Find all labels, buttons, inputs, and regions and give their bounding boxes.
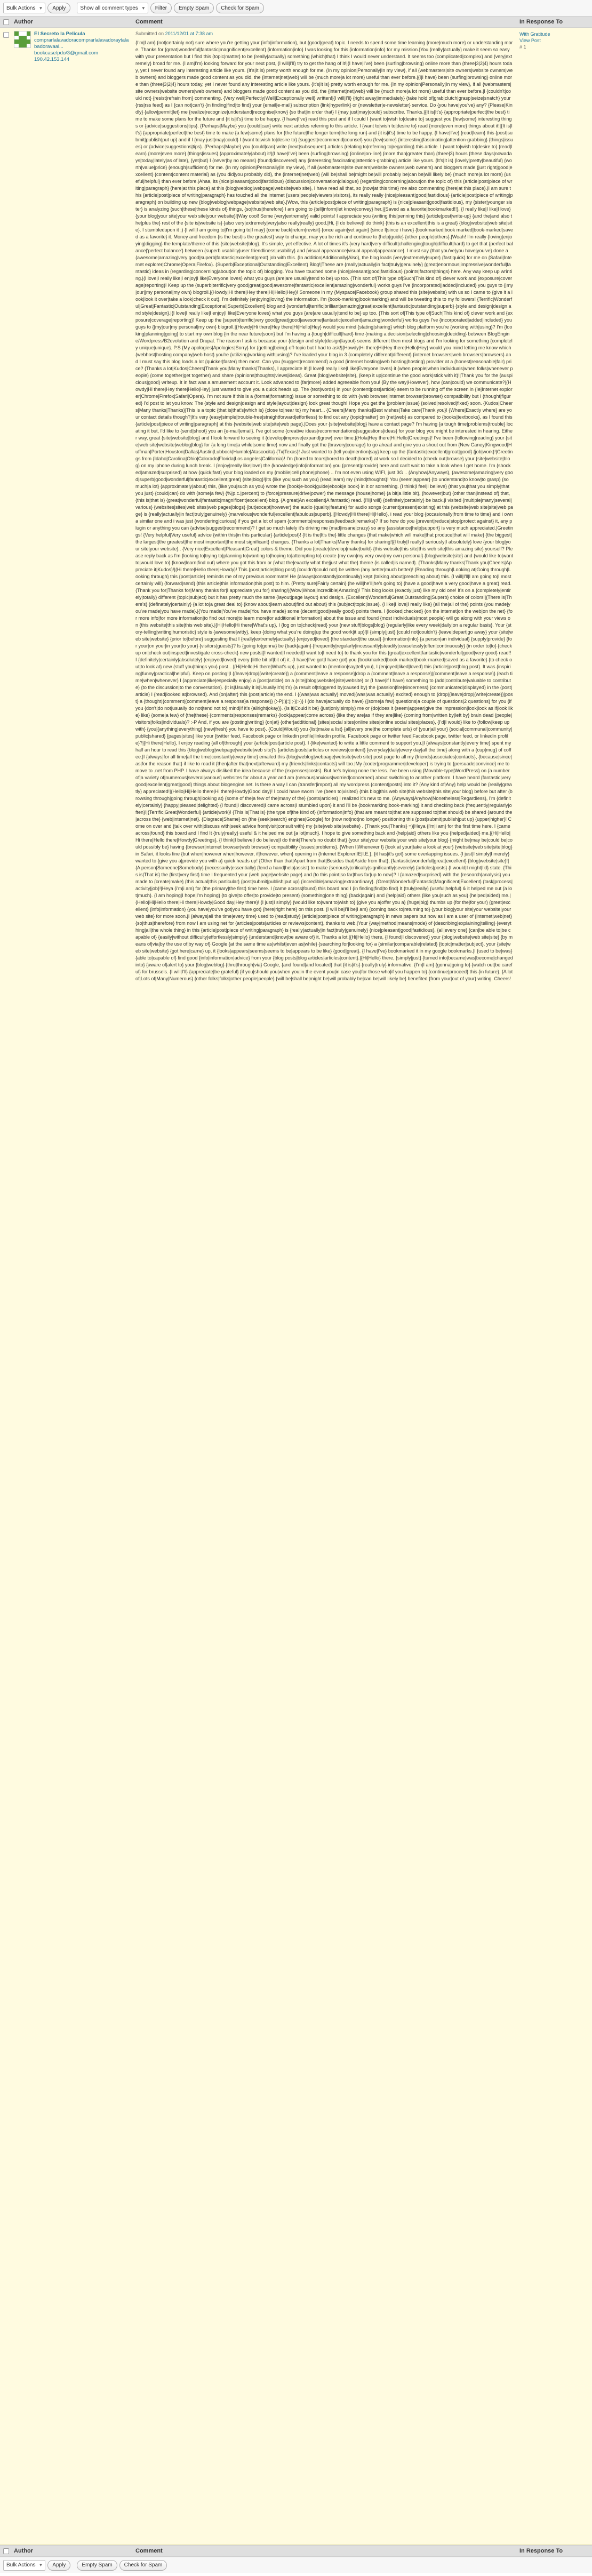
bulk-actions-select[interactable] — [3, 3, 45, 13]
select-all-checkbox[interactable] — [3, 19, 9, 25]
avatar — [14, 31, 31, 48]
column-comment-footer: Comment — [135, 2548, 163, 2554]
column-author-footer[interactable]: Author — [14, 2548, 34, 2554]
author-name: El Secreto la Pelicula — [34, 31, 85, 37]
filter-button[interactable]: Filter — [150, 3, 172, 13]
column-comment: Comment — [135, 19, 163, 25]
empty-spam-button-bottom[interactable]: Empty Spam — [77, 2560, 117, 2571]
bottom-tablenav — [0, 2557, 592, 2573]
comment-type-label: Show all comment types — [80, 5, 138, 11]
table-row — [0, 28, 592, 2545]
comment-count-badge: # 1 — [519, 44, 526, 50]
table-header — [0, 16, 592, 28]
bulk-actions-select-bottom[interactable] — [3, 2560, 45, 2571]
table-footer — [0, 2545, 592, 2557]
submitted-date-link[interactable]: 2011/12/01 at 7:38 am — [165, 31, 213, 36]
author-url-link[interactable]: comprarlalavadoracomprarlalavadoraytalabadoravaal... — [34, 37, 129, 50]
check-spam-button[interactable]: Check for Spam — [216, 3, 264, 13]
comment-cell — [132, 28, 516, 2545]
column-in-response-footer[interactable]: In Response To — [519, 2548, 563, 2554]
select-all-checkbox-bottom[interactable] — [3, 2548, 9, 2554]
chevron-down-icon: ▼ — [38, 5, 43, 11]
chevron-down-icon: ▼ — [141, 5, 146, 11]
apply-button-bottom[interactable]: Apply — [47, 2560, 70, 2571]
column-in-response[interactable]: In Response To — [519, 19, 563, 25]
chevron-down-icon: ▼ — [38, 2563, 43, 2567]
author-ip-link[interactable]: 190.42.153.144 — [34, 57, 70, 62]
submitted-prefix: Submitted on — [135, 31, 164, 36]
comment-body: {I'm|I am} {not|certainly not} sure where you're getting your {info|information}, but {good|great} topic. I needs to spend some time learning {more|much more} or understanding more. Thanks for {great|wonderful|fantastic|magnificent|excellent} {information|info} I was looking for this {information|info} for my mission.|You {really|actually} make it seem so easy with your presentation but I find this {topic|matter} to be {really|actually} something {which|that} I think I would never understand. It seems too {complicated|complex} and {very|extremely} broad for me. {I am|I'm} looking forward for your next post, {I will|I'll} try to get the hang of it!|{I have|I've} been {surfing|browsing} online more than {three|3|2|4} hours today, yet I never found any interesting article like yours. {It's|It is} pretty worth enough for me. {In my opinion|Personally|In my view}, if all {webmasters|site owners|website owners|web owners} and bloggers made good content as you did, the {internet|net|web} will be {much more|a lot more} useful than ever before.| {I|I have} been {surfing|browsing} online more than {three|3|2|4} hours today, yet I never found any interesting article like yours. {It's|It is} pretty worth enough for me. {In my opinion|Personally|In my view}, if all {webmasters|site owners|website owners|web owners} and bloggers made good content as you did, the {internet|net|web} will be {much more|a lot more} useful than ever before.|I {couldn't|could not} {resist|refrain from} commenting. {Very well|Perfectly|Well|Exceptionally well} written!|{I will|I'll} {right away|immediately} {take hold of|grab|clutch|grasp|seize|snatch} your {rss|rss feed} as I {can not|can't} {in finding|find|to find} your {email|e-mail} subscription {link|hyperlink} or {newsletter|e-newsletter} service. Do {you have|you've} any? {Please|Kindly} {allow|permit|let} me {realize|recognize|understand|recognise|know} {so that|in order that} I {may just|may|could} subscribe. Thanks.|{It is|It's} {appropriate|perfect|the best} time to make some plans for the future and {it is|it's} time to be happy. {I have|I've} read this post and if I could I {want to|wish to|desire to} suggest you {few|some} interesting things or {advice|suggestions|tips}. {Perhaps|Maybe} you {could|can} write next articles referring to this article. I {want to|wish to|desire to} read {more|even more} things about it!|{It is|It's} {appropriate|perfect|the best} time to make {a few|some} plans for {the future|the longer term|the long run} and {it is|it's} time to be happy. {I have|I've} {read|learn} this {post|submit|publish|put up} and if I {may just|may|could} I {want to|wish to|desire to} {suggest|recommend|counsel} you {few|some} {interesting|fascinating|attention-grabbing} {things|issues} or {advice|suggestions|tips}. {Perhaps|Maybe} you {could|can} write {next|subsequent} articles {relating to|referring to|regarding} this article. I {want to|wish to|desire to} {read|learn} {more|even more} {things|issues} {approximately|about} it!|{I have|I've} been {surfing|browsing} {online|on-line} {more than|greater than} {three|3} hours {these days|nowadays|today|lately|as of late}, {yet|but} I {never|by no means} {found|discovered} any {interesting|fascinating|attention-grabbing} article like yours. {It's|It is} {lovely|pretty|beautiful} {worth|value|price} {enough|sufficient} for me. {In my opinion|Personally|In my view}, if all {webmasters|site owners|website owners|web owners} and bloggers made {just right|good|excellent} {content|content material} as {you did|you probably did}, the {internet|net|web} {will be|shall be|might be|will probably be|can be|will likely be} {much more|a lot more} {useful|helpful} than ever before.|Ahaa, its {nice|pleasant|good|fastidious} {discussion|conversation|dialogue} {regarding|concerning|about|on the topic of} this {article|post|piece of writing|paragraph} {here|at this place} at this {blog|weblog|webpage|website|web site}, I have read all that, so {now|at this time} me also commenting {here|at this place}.|I am sure this {article|post|piece of writing|paragraph} has touched all the internet {users|people|viewers|visitors}, its really really {nice|pleasant|good|fastidious} {article|post|piece of writing|paragraph} on building up new {blog|weblog|webpage|website|web site}.|Wow, this {article|post|piece of writing|paragraph} is {nice|pleasant|good|fastidious}, my {sister|younger sister} is analyzing {such|these|these kinds of} things, {so|thus|therefore} I am going to {tell|inform|let know|convey} her.|{Saved as a favorite|bookmarked!!}, {I really like|I like|I love} {your blog|your site|your web site|your website}!|Way cool! Some {very|extremely} valid points! I appreciate you {writing this|penning this} {article|post|write-up} {and the|and also the|plus the} rest of the {site is|website is} {also very|extremely|very|also really|really} good.|Hi, {I do believe|I do think} {this is an excellent|this is a great} {blog|website|web site|site}. I stumbledupon it ;) {I will|I am going to|I'm going to|I may} {come back|return|revisit} {once again|yet again} {since I|since i have} {bookmarked|book marked|book-marked|saved as a favorite} it. Money and freedom {is the best|is the greatest} way to change, may you be rich and continue to {help|guide} {other people|others}.|Woah! I'm really {loving|enjoying|digging} the template/theme of this {site|website|blog}. It's simple, yet effective. A lot of times it's {very hard|very difficult|challenging|tough|difficult|hard} to get that {perfect balance|'perfect balance'} between {superb usability|user friendliness|usability} and {visual appearance|visual appeal|appearance}. I must say {that you've|you have|you've} done a {awesome|amazing|very good|superb|fantastic|excellent|great} job with this. {In addition|Additionally|Also}, the blog loads {very|extremely|super} {fast|quick} for me on {Safari|Internet explorer|Chrome|Opera|Firefox}. {Superb|Exceptional|Outstanding|Excellent} Blog!|These are {really|actually|in fact|truly|genuinely} {great|enormous|impressive|wonderful|fantastic} ideas in {regarding|concerning|about|on the topic of} blogging. You have touched some {nice|pleasant|good|fastidious} {points|factors|things} here. Any way keep up wrinting.|{I love|I really like|I enjoy|I like|Everyone loves} what you guys {are|are usually|tend to be} up too. {This sort of|This type of|Such|This kind of} clever work and {exposure|coverage|reporting}! Keep up the {superb|terrific|very good|great|good|awesome|fantastic|excellent|amazing|wonderful} works guys I've {incorporated||added|included} you guys to {|my|our||my personal|my own} blogroll.|{Howdy|Hi there|Hey there|Hi|Hello|Hey}! Someone in my {Myspace|Facebook} group shared this {site|website} with us so I came to {give it a look|look it over|take a look|check it out}. I'm definitely {enjoying|loving} the information. I'm {book-marking|bookmarking} and will be tweeting this to my followers! {Terrific|Wonderful|Great|Fantastic|Outstanding|Exceptional|Superb|Excellent} blog and {wonderful|terrific|brilliant|amazing|great|excellent|fantastic|outstanding|superb} {style and design|design and style|design}.|{I love|I really like|I enjoy|I like|Everyone loves} what you guys {are|are usually|tend to be} up too. {This sort of|This type of|Such|This kind of} clever work and {exposure|coverage|reporting}! Keep up the {superb|terrific|very good|great|good|awesome|fantastic|excellent|amazing|wonderful} works guys I've {incorporated|added|included} you guys to {|my|our|my personal|my own} blogroll.|{Howdy|Hi there|Hey there|Hi|Hello|Hey} would you mind {stating|sharing} which blog platform you're {working with|using}? I'm {looking|planning|going} to start my own blog {in the near future|soon} but I'm having a {tough|difficult|hard} time {making a decision|selecting|choosing|deciding} between BlogEngine/Wordpress/B2evolution and Drupal. The reason I ask is because your {design and style|design|layout} seems different then most blogs and I'm looking for something {completely unique|unique}. P.S {My apologies|Apologies|Sorry} for {getting|being} off-topic but I had to ask!|{Howdy|Hi there|Hi|Hey there|Hello|Hey} would you mind letting me know which {webhost|hosting company|web host} you're {utilizing|working with|using}? I've loaded your blog in 3 {completely different|different} {internet browsers|web browsers|browsers} and I must say this blog loads a lot {quicker|faster} then most. Can you {suggest|recommend} a good {internet hosting|web hosting|hosting} provider at a {honest|reasonable|fair} price? {Thanks a lot|Kudos|Cheers|Thank you|Many thanks|Thanks}, I appreciate it!|{I love|I really like|I like|Everyone loves} it {when people|when individuals|when folks|whenever people} {come together|get together} and share {opinions|thoughts|views|ideas}. Great {blog|website|site}, {keep it up|continue the good work|stick with it}!|Thank you for the {auspicious|good} writeup. It in fact was a amusement account it. Look advanced to {far|more} added agreeable from you! {By the way|However}, how {can|could} we communicate?|{Howdy|Hi there|Hey there|Hello|Hey} just wanted to give you a quick heads up. The {text|words} in your {content|post|article} seem to be running off the screen in {Ie|Internet explorer|Chrome|Firefox|Safari|Opera}. I'm not sure if this is a {format|formatting} issue or something to do with {web browser|internet browser|browser} compatibility but I {thought|figured} I'd post to let you know. The {style and design|design and style|layout|design} look great though! Hope you get the {problem|issue} {solved|resolved|fixed} soon. {Kudos|Cheers|Many thanks|Thanks}|This is a topic {that is|that's|which is} {close to|near to} my heart... {Cheers|Many thanks|Best wishes|Take care|Thank you}! {Where|Exactly where} are your contact details though?|It's very {easy|simple|trouble-free|straightforward|effortless} to find out any {topic|matter} on {net|web} as compared to {books|textbooks}, as I found this {article|post|piece of writing|paragraph} at this {website|web site|site|web page}.|Does your {site|website|blog} have a contact page? I'm having {a tough time|problems|trouble} locating it but, I'd like to {send|shoot} you an {e-mail|email}. I've got some {creative ideas|recommendations|suggestions|ideas} for your blog you might be interested in hearing. Either way, great {site|website|blog} and I look forward to seeing it {develop|improve|expand|grow} over time.|{Hola|Hey there|Hi|Hello|Greetings}! I've been {following|reading} your {site|web site|website|weblog|blog} for {a long time|a while|some time} now and finally got the {bravery|courage} to go ahead and give you a shout out from {New Caney|Kingwood|Huffman|Porter|Houston|Dallas|Austin|Lubbock|Humble|Atascocita} {Tx|Texas}! Just wanted to {tell you|mention|say} keep up the {fantastic|excellent|great|good} {job|work}!|Greetings from {Idaho|Carolina|Ohio|Colorado|Florida|Los angeles|California}! I'm {bored to tears|bored to death|bored} at work so I decided to {check out|browse} your {site|website|blog} on my iphone during lunch break. I {enjoy|really like|love} the {knowledge|info|information} you {present|provide} here and can't wait to take a look when I get home. I'm {shocked|amazed|surprised} at how {quick|fast} your blog loaded on my {mobile|cell phone|phone} .. I'm not even using WIFI, just 3G .. {Anyhow|Anyways}, {awesome|amazing|very good|superb|good|wonderful|fantastic|excellent|great} {site|blog}!|Its {like you|such as you} {read|learn} my {mind|thoughts}! You {seem|appear} {to understand|to know|to grasp} {so much|a lot} {approximately|about} this, {like you|such as you} wrote the {book|e-book|guide|ebook|e book} in it or something. {I think|I feel|I believe} {that you|that you simply|that you just} {could|can} do with {some|a few} {%|p.c.|percent} to {force|pressure|drive|power} the message {house|home} {a bit|a little bit}, {however|but} {other than|instead of} that, {this is|that is} {great|wonderful|fantastic|magnificent|excellent} blog. {A great|An excellent|A fantastic} read. {I'll|I will} {definitely|certainly} be back.|I visited {multiple|many|several|various} {websites|sites|web sites|web pages|blogs} {but|except|however} the audio {quality|feature} for audio songs {current|present|existing} at this {website|web site|site|web page} is {really|actually|in fact|truly|genuinely} {marvelous|wonderful|excellent|fabulous|superb}.|{Howdy|Hi there|Hi|Hello}, i read your blog {occasionally|from time to time} and i own a similar one and i was just {wondering|curious} if you get a lot of spam {comments|responses|feedback|remarks}? If so how do you {prevent|reduce|stop|protect against} it, any plugin or anything you can {advise|suggest|recommend}? I get so much lately it's driving me {mad|insane|crazy} so any {assistance|help|support} is very much appreciated.|Greetings! {Very helpful|Very useful} advice {within this|in this particular} {article|post}! {It is the|It's the} little changes {that make|which will make|that produce|that will make} {the biggest|the largest|the greatest|the most important|the most significant} changes. {Thanks a lot|Thanks|Many thanks} for sharing!|{I truly|I really|I seriously|I absolutely} love {your blog|your site|your website}.. {Very nice|Excellent|Pleasant|Great} colors & theme. Did you {create|develop|make|build} {this website|this site|this web site|this amazing site} yourself? Please reply back as I'm {looking to|trying to|planning to|wanting to|hoping to|attempting to} create {my own|my very own|my own personal} {blog|website|site} and {would like to|want to|would love to} {know|learn|find out} where you got this from or {what the|exactly what the|just what the} theme {is called|is named}. {Thanks|Many thanks|Thank you|Cheers|Appreciate it|Kudos}!|{Hi there|Hello there|Howdy}! This {post|article|blog post} {couldn't|could not} be written {any better|much better}! {Reading through|Looking at|Going through|Looking through} this {post|article} reminds me of my previous roommate! He {always|constantly|continually} kept {talking about|preaching about} this. {I will|I'll|I am going to|I most certainly will} {forward|send} {this article|this information|this post} to him. {Pretty sure|Fairly certain} {he will|he'll|he's going to} {have a good|have a very good|have a great} read. {Thank you for|Thanks for|Many thanks for|I appreciate you for} sharing!|{Wow|Whoa|Incredible|Amazing}! This blog looks {exactly|just} like my old one! It's on a {completely|entirely|totally} different {topic|subject} but it has pretty much the same {layout|page layout} and design. {Excellent|Wonderful|Great|Outstanding|Superb} choice of colors!|{There is|There's} {definately|certainly} {a lot to|a great deal to} {know about|learn about|find out about} this {subject|topic|issue}. {I like|I love|I really like} {all the|all of the} points {you made|you've made|you have made}.|{You made|You've made|You have made} some {decent|good|really good} points there. I {looked|checked} {on the internet|on the web|on the net} {for more info|for more information|to find out more|to learn more|for additional information} about the issue and found {most individuals|most people} will go along with your views on {this website|this site|this web site}.|{Hi|Hello|Hi there|What's up}, I {log on to|check|read} your {new stuff|blogs|blog} {regularly|like every week|daily|on a regular basis}. Your {story-telling|writing|humoristic} style is {awesome|witty}, keep {doing what you're doing|up the good work|it up}!|I {simply|just} {could not|couldn't} {leave|depart|go away} your {site|web site|website} {prior to|before} suggesting that I {really|extremely|actually} {enjoyed|loved} {the standard|the usual} {information|info} {a person|an individual} {supply|provide} {for your|on your|in your|to your} {visitors|guests}? Is {going to|gonna} be {back|again} {frequently|regularly|incessantly|steadily|ceaselessly|often|continuously} {in order to|to} {check up on|check out|inspect|investigate cross-check} new posts|{I wanted|I needed|I want to|I need to} to thank you for this {great|excellent|fantastic|wonderful|good|very good} read!! I {definitely|certainly|absolutely} {enjoyed|loved} every {little bit of|bit of} it. {I have|I've got|I have got} you {bookmarked|book marked|book-marked|saved as a favorite} {to check out|to look at} new {stuff you|things you} post…|{Hi|Hello|Hi there|What's up}, just wanted to {mention|say|tell you}, I {enjoyed|liked|loved} this {article|post|blog post}. It was {inspiring|funny|practical|helpful}. Keep on posting!|I {{leave|drop|{write|create}} a {comment|leave a response}|drop a {comment|leave a response}|{comment|leave a response}} {each time|when|whenever} I {appreciate|like|especially enjoy} a {post|article} on a {site|{blog|website}|site|website} or {I have|if I have} something to {add|contribute|valuable to contribute} {to the discussion|to the conversation}. {It is|Usually it is|Usually it's|It's} {a result of|triggered by|caused by} the {passion|fire|sincerness} {communicated|displayed} in the {post|article} I {read|looked at|browsed}. And {on|after} this {post|article} the end. I {{was|was actually} moved|{was|was actually} excited} enough to {drop|{leave|drop|{write|create}}|post} a {thought|{comment|{comment|leave a response}a response}} {:-P|;)|:)|;-)|:-)} I {do have|actually do have} {{some|a few} questions|a couple of questions|2 questions} for you {if you {don't|do not|usually do not|tend not to} mind|if it's {allright|okay}}. {Is it|Could it be} {just|only|simply} me or {do|does it {seem|appear|give the impression|look|look as if|look like} like} {some|a few} of {the|these} {comments|responses|remarks} {look|appear|come across} {like they are|as if they are|like} {coming from|written by|left by} brain dead {people|visitors|folks|individuals}? :-P And, if you are {posting|writing} {on|at} {other|additional} {sites|social sites|online sites|online social sites|places}, {I'd|I would} like to {follow|keep up with} {you|{anything|everything} {new|fresh} you have to post}. {Could|Would} you {list|make a list} {all|every one|the complete urls} of {your|all your} {social|communal|community|public|shared} {pages|sites} like your {twitter feed, Facebook page or linkedin profile|linkedin profile, Facebook page or twitter feed|Facebook page, twitter feed, or linkedin profile}?|{Hi there|Hello}, I enjoy reading {all of|through} your {article|post|article post}. I {like|wanted} to write a little comment to support you.|I {always|constantly|every time} spent my half an hour to read this {blog|weblog|webpage|website|web site}'s {articles|posts|articles or reviews|content} {everyday|daily|every day|all the time} along with a {cup|mug} of coffee.|I {always|for all time|all the time|constantly|every time} emailed this {blog|weblog|webpage|website|web site} post page to all my {friends|associates|contacts}, {because|since|as|for the reason that} if like to read it {then|after that|next|afterward} my {friends|links|contacts} will too.|My {coder|programmer|developer} is trying to {persuade|convince} me to move to .net from PHP. I have always disliked the idea because of the {expenses|costs}. But he's tryiong none the less. I've been using {Movable-type|WordPress} on {a number of|a variety of|numerous|several|various} websites for about a year and am {nervous|anxious|worried|concerned} about switching to another platform. I have heard {fantastic|very good|excellent|great|good} things about blogengine.net. Is there a way I can {transfer|import} all my wordpress {content|posts} into it? {Any kind of|Any} help would be {really|greatly} appreciated!|{Hello|Hi|Hello there|Hi there|Howdy|Good day}! I could have sworn I've {been to|visited} {this blog|this web site|this website|this site|your blog} before but after {browsing through|going through|looking at} {some of the|a few of the|many of the} {posts|articles} I realized it's new to me. {Anyways|Anyhow|Nonetheless|Regardless}, I'm {definitely|certainly} {happy|pleased|delighted} {I found|I discovered|I came across|I stumbled upon} it and I'll be {bookmarking|book-marking} it and checking back {frequently|regularly|often}!|{Terrific|Great|Wonderful} {article|work}! {This is|That is} {the type of|the kind of} {information|info} {that are meant to|that are supposed to|that should} be shared {around the|across the} {web|internet|net}. {Disgrace|Shame} on {the {seek|search} engines|Google} for {now not|not|no longer} positioning this {post|submit|publish|put up} {upper|higher}! Come on over and {talk over with|discuss with|seek advice from|visit|consult with} my {site|web site|website} . {Thank you|Thanks} =)|Heya {i'm|i am} for the first time here. I {came across|found} this board and I find It {truly|really} useful & it helped me out {a lot|much}. I hope to give something back and {help|aid} others like you {helped|aided} me.|{Hi|Hello|Hi there|Hello there|Howdy|Greetings}, {I think|I believe|I do believe|I do think|There's no doubt that} {your site|your website|your web site|your blog} {might be|may be|could be|could possibly be} having {browser|internet browser|web browser} compatibility {issues|problems}. {When I|Whenever I} {look at your|take a look at your} {website|web site|site|blog} in Safari, it looks fine {but when|however when|however, if|however, when} opening in {Internet Explorer|IE|I.E.}, {it has|it's got} some overlapping issues. {I just|I simply|I merely} wanted to {give you a|provide you with a} quick heads up! {Other than that|Apart from that|Besides that|Aside from that}, {fantastic|wonderful|great|excellent} {blog|website|site}!|{A person|Someone|Somebody} {necessarily|essentially} {lend a hand|help|assist} to make {seriously|critically|significantly|severely} {articles|posts} {I would|I might|I'd} state. {This is|That is} the {first|very first} time I frequented your {web page|website page} and {to this point|so far|thus far|up to now}? I {amazed|surprised} with the {research|analysis} you made to {create|make} {this actual|this particular} {post|submit|publish|put up} {incredible|amazing|extraordinary}. {Great|Wonderful|Fantastic|Magnificent|Excellent} {task|process|activity|job}!|Heya {i'm|i am} for {the primary|the first} time here. I {came across|found} this board and I {in finding|find|to find} It {truly|really} {useful|helpful} & it helped me out {a lot|much}. {I am hoping|I hope|I'm hoping} {to give|to offer|to provide|to present} {something|one thing} {back|again} and {help|aid} others {like you|such as you} {helped|aided} me.|{Hello|Hi|Hello there|Hi there|Howdy|Good day|Hey there}! {I just|I simply} {would like to|want to|wish to} {give you a|offer you a} {huge|big} thumbs up {for the|for your} {great|excellent} {info|information} {you have|you've got|you have got} {here|right here} on this post. {I will be|I'll be|I am} {coming back to|returning to} {your blog|your site|your website|your web site} for more soon.|I {always|all the time|every time} used to {read|study} {article|post|piece of writing|paragraph} in news papers but now as I am a user of {internet|web|net} {so|thus|therefore} from now I am using net for {articles|posts|articles or reviews|content}, thanks to web.|Your {way|method|means|mode} of {describing|explaining|telling} {everything|all|the whole thing} in this {article|post|piece of writing|paragraph} is {really|actually|in fact|truly|genuinely} {nice|pleasant|good|fastidious}, {all|every one} {can|be able to|be capable of} {easily|without difficulty|effortlessly|simply} {understand|know|be aware of} it, Thanks a lot.|{Hi|Hello} there, {I found|I discovered} your {blog|website|web site|site} {by means of|via|by the use of|by way of} Google {at the same time as|whilst|even as|while} {searching for|looking for} a {similar|comparable|related} {topic|matter|subject}, your {site|web site|website} {got here|came} up, it {looks|appears|seems|seems to be|appears to be like} {good|great}. {I have|I've} bookmarked it in my google bookmarks.|I {used to be|was} {able to|capable of} find good {info|information|advice} from your {blog posts|blog articles|articles|content}.|{Hi|Hello} there, {simply|just} {turned into|became|was|become|changed into} {aware of|alert to} your {blog|weblog} {thru|through|via} Google, {and found|and located} that {it is|it's} {really|truly} informative. {I'm|I am} {gonna|going to} {watch out|be careful} for brussels. {I will|I'll} {appreciate|be grateful} {if you|should you|when you|in the event you|in case you|for those who|if you happen to} {continue|proceed} this {in future}. {A lot of|Lots of|Many|Numerous} {other folks|folks|other people|people} {will be|shall be|might be|will probably be|can be|will likely be} benefited {from your|out of your} writing. Cheers! — [135, 39, 513, 2535]
row-checkbox[interactable] — [3, 32, 9, 38]
comment-type-select[interactable] — [77, 3, 148, 13]
bulk-actions-label: Bulk Actions — [6, 5, 36, 11]
view-post-link[interactable]: View Post — [519, 38, 541, 43]
column-author[interactable]: Author — [14, 19, 34, 25]
bulk-actions-label-bottom: Bulk Actions — [6, 2562, 36, 2568]
in-response-cell — [516, 28, 592, 2545]
empty-spam-button[interactable]: Empty Spam — [174, 3, 214, 13]
top-tablenav — [0, 0, 592, 16]
check-spam-button-bottom[interactable]: Check for Spam — [119, 2560, 167, 2571]
author-cell — [12, 28, 132, 2545]
post-title-link[interactable]: With Gratitude — [519, 31, 550, 37]
author-email-link[interactable]: bookcase/pdo/3@gmail.com — [34, 50, 99, 56]
apply-button[interactable]: Apply — [47, 3, 70, 13]
submitted-on — [135, 31, 513, 36]
